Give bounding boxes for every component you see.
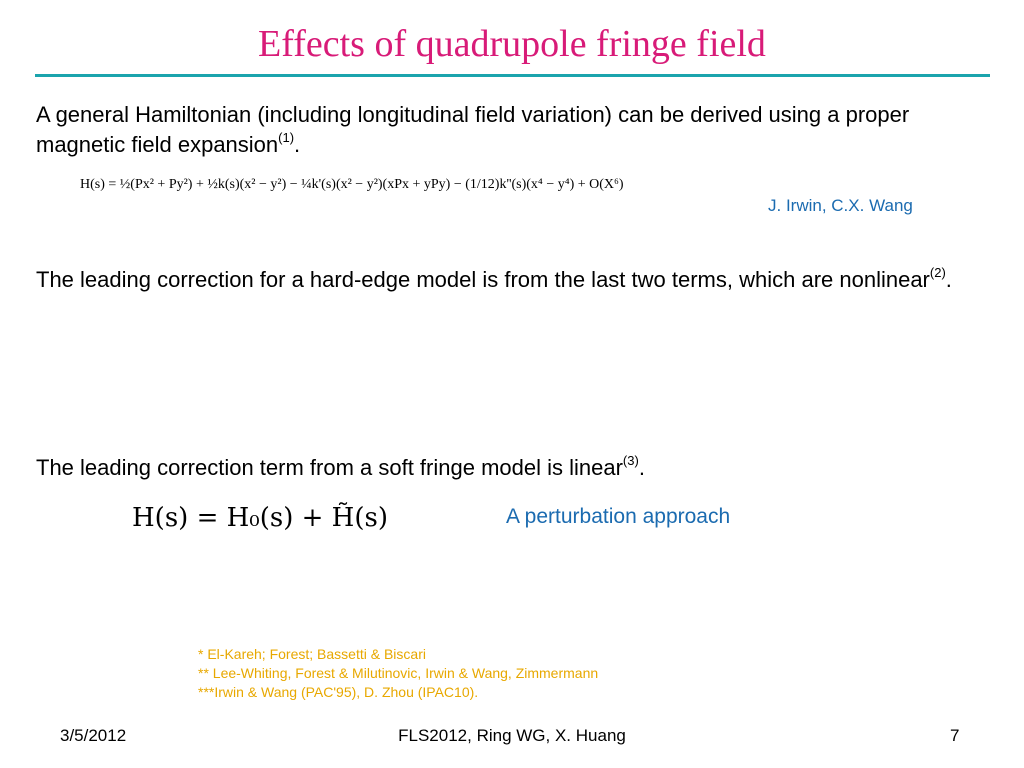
- page-number: 7: [950, 726, 960, 745]
- paragraph-hamiltonian: [36, 100, 991, 160]
- paragraph-hamiltonian-end: .: [294, 132, 301, 157]
- paragraph-hamiltonian-text: A general Hamiltonian (including longitudinal field variation) can be derived using a proper magnetic field expansion: [36, 102, 910, 157]
- paragraph-hard-edge: [36, 265, 991, 295]
- citation-3: (3): [622, 453, 639, 468]
- paragraph-soft-fringe: [36, 453, 991, 483]
- equation-credit: J. Irwin, C.X. Wang: [768, 196, 913, 215]
- citation-2: (2): [929, 265, 946, 280]
- reference-item: ***Irwin & Wang (PAC'95), D. Zhou (IPAC10).: [198, 684, 479, 700]
- reference-item: ** Lee-Whiting, Forest & Milutinovic, Irwin & Wang, Zimmermann: [198, 665, 599, 681]
- footer-date: 3/5/2012: [60, 726, 127, 745]
- perturbation-equation: H(s) = H₀(s) + H̃(s): [132, 503, 388, 533]
- paragraph-hard-edge-text: The leading correction for a hard-edge model is from the last two terms, which are nonlinear: [36, 267, 930, 292]
- slide-title: Effects of quadrupole fringe field: [258, 23, 766, 65]
- reference-item: * El-Kareh; Forest; Bassetti & Biscari: [198, 646, 426, 662]
- footer-center: FLS2012, Ring WG, X. Huang: [398, 726, 626, 745]
- perturbation-note: A perturbation approach: [506, 505, 731, 528]
- reference-list: [198, 645, 598, 702]
- citation-1: (1): [278, 130, 295, 145]
- paragraph-soft-fringe-end: .: [638, 455, 645, 480]
- title-divider: [35, 74, 990, 77]
- hamiltonian-equation: H(s) = ½(Px² + Py²) + ½k(s)(x² − y²) − ¼k'(s)(x² − y²)(xPx + yPy) − (1/12)k''(s)(x⁴ − y⁴) + O(X⁶): [80, 177, 624, 192]
- paragraph-hard-edge-end: .: [945, 267, 952, 292]
- paragraph-soft-fringe-text: The leading correction term from a soft fringe model is linear: [36, 455, 623, 480]
